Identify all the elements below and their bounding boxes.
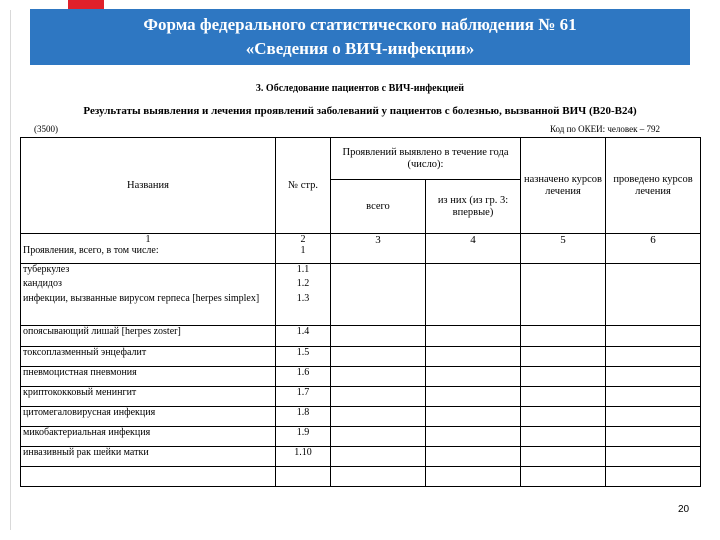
column-number: 1	[145, 234, 151, 245]
table-row	[21, 447, 701, 467]
row-name: инвазивный рак шейки матки	[21, 447, 276, 467]
statistics-table	[20, 137, 701, 487]
table-row	[21, 326, 701, 347]
row-name: кандидоз	[23, 278, 62, 289]
header-first-time: из них (из гр. 3: впервые)	[426, 180, 521, 234]
column-number: 2	[300, 234, 306, 245]
row-name: микобактериальная инфекция	[21, 427, 276, 447]
header-total: всего	[331, 180, 426, 234]
table-row	[21, 264, 701, 326]
page-number: 20	[678, 504, 690, 515]
row-number: 1.9	[276, 427, 331, 447]
okei-code: Код по ОКЕИ: человек – 792	[549, 124, 660, 134]
row-number: 1.5	[276, 347, 331, 367]
table-row	[21, 347, 701, 367]
banner-title-line1: Форма федерального статистического наблюдения № 61	[143, 15, 577, 34]
row-number: 1.1	[296, 264, 310, 275]
table-code: (3500)	[34, 124, 58, 134]
table-row	[21, 234, 701, 264]
row-number: 1.3	[296, 293, 310, 304]
column-number: 5	[521, 234, 606, 264]
banner-title-line2: «Сведения о ВИЧ-инфекции»	[245, 39, 475, 58]
column-number: 4	[426, 234, 521, 264]
row-number: 1.10	[276, 447, 331, 467]
title-banner	[30, 9, 690, 65]
header-assigned: назначено курсов лечения	[521, 138, 606, 234]
row-name: Проявления, всего, в том числе:	[23, 245, 159, 256]
row-number: 1	[300, 245, 306, 256]
row-name	[21, 467, 276, 487]
red-accent-tab	[68, 0, 104, 9]
row-number	[276, 467, 331, 487]
header-row-number: № стр.	[276, 138, 331, 234]
table-row	[21, 467, 701, 487]
row-number: 1.2	[296, 278, 310, 289]
row-number: 1.4	[276, 326, 331, 347]
section-title: 3. Обследование пациентов с ВИЧ-инфекцией	[255, 83, 465, 94]
column-number: 3	[331, 234, 426, 264]
results-title: Результаты выявления и лечения проявлений заболеваний у пациентов с болезнью, вызванной ВИЧ (B20-B24)	[83, 105, 637, 117]
row-number: 1.7	[276, 387, 331, 407]
header-name: Названия	[21, 138, 276, 234]
header-detected: Проявлений выявлено в течение года (число):	[331, 138, 521, 180]
row-name: криптококковый менингит	[21, 387, 276, 407]
row-number: 1.8	[276, 407, 331, 427]
table-row	[21, 427, 701, 447]
row-name: инфекции, вызванные вирусом герпеса [herpes simplex]	[23, 293, 260, 304]
table-row	[21, 367, 701, 387]
row-number: 1.6	[276, 367, 331, 387]
row-name: опоясывающий лишай [herpes zoster]	[21, 326, 276, 347]
row-name: пневмоцистная пневмония	[21, 367, 276, 387]
table-row	[21, 407, 701, 427]
row-name: токсоплазменный энцефалит	[21, 347, 276, 367]
table-row	[21, 387, 701, 407]
row-name: туберкулез	[23, 264, 70, 275]
header-conducted: проведено курсов лечения	[606, 138, 701, 234]
column-number: 6	[606, 234, 701, 264]
row-name: цитомегаловирусная инфекция	[21, 407, 276, 427]
